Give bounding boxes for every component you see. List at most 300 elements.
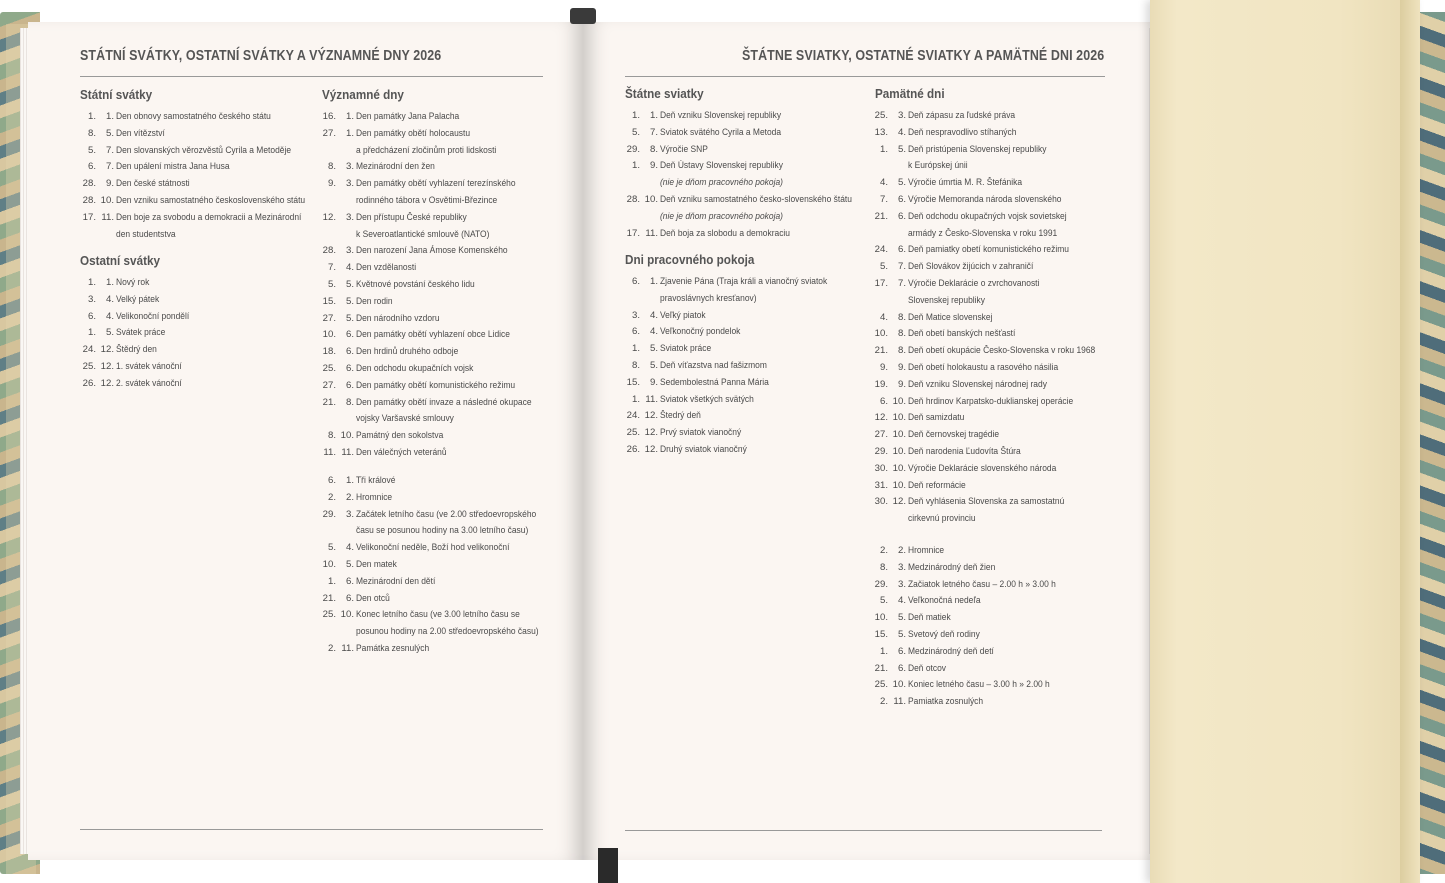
month-number: 5. [897,143,906,155]
list-item [872,125,1112,142]
list-item [320,445,550,462]
list-vyznamne-dny-2 [320,473,550,658]
list-item [872,142,1112,159]
month-number: 8. [897,345,906,357]
day-name: Den památky obětí invaze a následné okupace [356,396,532,408]
list-item [80,143,310,160]
day-name: Den památky obětí holocaustu [356,127,471,139]
month-number: 12. [644,443,658,455]
day-name: Den slovanských věrozvěstů Cyrila a Metoděje [116,144,292,156]
day-name: Mezinárodní den žen [356,161,435,173]
list-item [80,342,310,359]
month-number: 3. [345,508,354,520]
day-number: 17. [82,211,96,223]
day-name: a předcházení zločinům proti lidskosti [356,144,497,156]
list-item [80,109,310,126]
list-item [320,143,550,160]
day-number: 5. [327,542,336,554]
list-item [624,209,864,226]
list-item [872,478,1112,495]
month-number: 12. [100,377,114,389]
day-number: 24. [874,244,888,256]
list-pamatne-dni-2 [872,543,1112,711]
day-name: Medzinárodný deň žien [908,561,996,573]
list-item [624,108,864,125]
month-number: 3. [345,178,354,190]
list-item [624,274,864,291]
day-number: 30. [874,462,888,474]
list-item [624,442,864,459]
day-name: Den upálení mistra Jana Husa [116,161,230,173]
month-number: 5. [105,127,114,139]
list-item [320,344,550,361]
day-number: 1. [631,343,640,355]
month-number: 5. [897,612,906,624]
list-item [320,428,550,445]
day-number: 8. [87,127,96,139]
month-number: 4. [345,542,354,554]
list-item [320,109,550,126]
day-name: Veľký piatok [660,309,706,321]
day-number: 2. [327,642,336,654]
day-number: 5. [327,278,336,290]
day-number: 25. [626,427,640,439]
month-number: 3. [897,561,906,573]
day-number: 7. [879,193,888,205]
month-number: 9. [897,378,906,390]
list-item [320,574,550,591]
right-footer-rule [625,830,1102,831]
list-item [872,410,1112,427]
list-item [320,591,550,608]
day-number: 15. [626,376,640,388]
day-name: Deň víťazstva nad fašizmom [660,359,767,371]
day-name: Den památky Jana Palacha [356,111,460,122]
list-item [872,343,1112,360]
day-number: 26. [82,377,96,389]
list-item [624,408,864,425]
day-name: Pamiatka zosnulých [908,696,984,708]
day-number: 5. [879,261,888,273]
list-item [872,377,1112,394]
month-number: 7. [897,277,906,289]
list-ostatni-svatky [80,275,310,393]
heading-statni-svatky: Státní svátky [80,87,153,102]
day-number: 21. [322,396,336,408]
list-item [872,310,1112,327]
day-name: Deň vzniku Slovenskej republiky [660,110,782,121]
list-item [80,227,310,244]
list-item [624,308,864,325]
day-number: 5. [87,144,96,156]
month-number: 7. [897,261,906,273]
list-item [624,358,864,375]
list-item [80,176,310,193]
day-name: Deň matiek [908,612,951,624]
day-name: Deň vzniku Slovenskej národnej rady [908,378,1047,390]
list-item [872,494,1112,511]
month-number: 5. [897,628,906,640]
day-number: 9. [879,361,888,373]
day-number: 1. [631,393,640,405]
day-name: Medzinárodný deň detí [908,645,994,657]
day-name: Štědrý den [116,344,157,356]
day-name: Den vítězství [116,127,165,139]
month-number: 1. [345,127,354,139]
day-name: Deň reformácie [908,479,966,491]
day-name: Sviatok práce [660,343,712,355]
list-item [320,507,550,524]
day-name: Den válečných veteránů [356,446,447,458]
day-name: Svetový deň rodiny [908,628,980,640]
month-number: 6. [345,362,354,374]
month-number: 12. [100,360,114,372]
day-number: 21. [874,662,888,674]
list-item [320,210,550,227]
list-statne-sviatky [624,108,864,242]
day-name: Deň otcov [908,662,947,674]
day-name: Den vzniku samostatného československého státu [116,194,306,206]
list-item [320,395,550,412]
day-name: Den hrdinů druhého odboje [356,346,459,358]
heading-dni-pracovneho-pokoja: Dni pracovného pokoja [625,252,755,267]
day-name: Den přístupu České republiky [356,211,467,223]
day-name: Slovenskej republiky [908,294,985,306]
day-name: Začátek letního času (ve 2.00 středoevropského [356,508,537,520]
day-number: 5. [879,595,888,607]
month-number: 12. [100,344,114,356]
day-name: cirkevnú provinciu [908,513,976,525]
list-item [872,610,1112,627]
month-number: 6. [345,379,354,391]
day-name: Deň obetí banských nešťastí [908,328,1016,340]
month-number: 10. [892,679,906,691]
month-number: 5. [345,295,354,307]
month-number: 4. [105,293,114,305]
list-item [320,378,550,395]
list-item [872,276,1112,293]
day-number: 6. [879,395,888,407]
day-name: Deň nespravodlivo stíhaných [908,126,1017,138]
day-name: Velikonoční pondělí [116,310,190,322]
day-name: Deň narodenia Ľudovíta Štúra [908,445,1021,457]
day-name: Den boje za svobodu a demokracii a Mezinárodní [116,211,302,223]
day-name: Výročie Deklarácie o zvrchovanosti [908,277,1040,289]
month-number: 6. [345,346,354,358]
day-number: 21. [874,210,888,222]
day-number: 25. [322,362,336,374]
month-number: 4. [649,309,658,321]
day-name: Svátek práce [116,327,166,339]
day-name: posunou hodiny na 2.00 středoevropského času) [356,626,539,638]
month-number: 9. [649,376,658,388]
day-name: Deň Ústavy Slovenskej republiky [660,160,783,172]
bookmark-ribbon-top [570,8,596,24]
month-number: 7. [105,144,114,156]
day-number: 1. [87,327,96,339]
day-number: 27. [874,429,888,441]
day-number: 26. [626,443,640,455]
day-name: Sviatok svätého Cyrila a Metoda [660,126,782,138]
day-number: 30. [874,496,888,508]
list-item [872,293,1112,310]
list-item [872,259,1112,276]
day-number: 28. [322,245,336,257]
day-number: 7. [327,262,336,274]
list-item [872,360,1112,377]
day-name: Tři králové [356,475,396,486]
list-item [80,159,310,176]
month-number: 4. [649,326,658,338]
list-item [872,326,1112,343]
month-number: 6. [345,575,354,587]
right-page-title: ŠTÁTNE SVIATKY, OSTATNÉ SVIATKY A PAMÄTNÉ DNI 2026 [741,48,1104,64]
day-number: 3. [87,293,96,305]
list-item [320,411,550,428]
list-item [80,359,310,376]
month-number: 4. [105,310,114,322]
list-item [320,641,550,658]
day-number: 31. [874,479,888,491]
month-number: 11. [101,211,114,223]
day-name: Veľkonočná nedeľa [908,595,981,607]
list-item [872,577,1112,594]
day-name: vojsky Varšavské smlouvy [356,413,454,425]
day-number: 24. [82,344,96,356]
day-name: Deň pamiatky obetí komunistického režimu [908,244,1069,256]
list-item [320,227,550,244]
month-number: 8. [897,311,906,323]
month-number: 1. [105,277,114,288]
month-number: 10. [892,412,906,424]
day-name: Den narození Jana Ámose Komenského [356,245,508,257]
day-number: 16. [322,111,336,122]
month-number: 1. [649,276,658,287]
list-item [320,193,550,210]
month-number: 11. [645,393,658,405]
day-name: Koniec letného času – 3.00 h » 2.00 h [908,679,1050,691]
list-item [624,142,864,159]
day-number: 17. [626,227,640,239]
month-number: 3. [345,161,354,173]
day-number: 25. [322,609,336,621]
month-number: 10. [892,479,906,491]
list-item [872,209,1112,226]
list-item [320,126,550,143]
list-item [624,392,864,409]
month-number: 10. [892,445,906,457]
day-number: 8. [879,561,888,573]
list-dni-pracovneho-pokoja [624,274,864,459]
day-number: 10. [322,558,336,570]
list-statni-svatky [80,109,310,243]
month-number: 6. [897,244,906,256]
month-number: 3. [897,110,906,121]
month-number: 12. [644,427,658,439]
day-name: Deň obetí okupácie Česko-Slovenska v roku 1968 [908,345,1096,357]
month-number: 10. [892,462,906,474]
month-number: 9. [897,361,906,373]
month-number: 5. [345,278,354,290]
month-number: 5. [649,343,658,355]
list-item [872,192,1112,209]
day-name: Deň pristúpenia Slovenskej republiky [908,143,1047,155]
month-number: 6. [897,210,906,222]
list-item [624,375,864,392]
day-number: 11. [323,446,336,458]
month-number: 11. [341,446,354,458]
list-item [320,473,550,490]
day-name: k Európskej únii [908,160,968,172]
day-number: 3. [631,309,640,321]
list-item [872,593,1112,610]
month-number: 6. [897,193,906,205]
day-name: Deň vyhlásenia Slovenska za samostatnú [908,496,1065,508]
day-number: 28. [626,193,640,205]
day-number: 21. [874,345,888,357]
day-name: Den vzdělanosti [356,262,417,274]
list-item [80,309,310,326]
day-name: armády z Česko-Slovenska v roku 1991 [908,227,1058,239]
day-number: 1. [631,110,640,121]
month-number: 1. [649,110,658,121]
list-item [872,394,1112,411]
day-number: 9. [327,178,336,190]
day-number: 1. [327,575,336,587]
list-item [80,126,310,143]
month-number: 3. [345,245,354,257]
month-number: 6. [897,645,906,657]
day-name: Den památky obětí vyhlazení terezínského [356,178,516,190]
day-name: Den národního vzdoru [356,312,440,324]
day-number: 17. [874,277,888,289]
list-item [872,644,1112,661]
day-number: 24. [626,410,640,422]
month-number: 4. [897,126,906,138]
day-name: (nie je dňom pracovného pokoja) [660,210,783,222]
day-name: 2. svátek vánoční [116,377,182,389]
list-item [320,277,550,294]
day-number: 6. [87,161,96,173]
day-name: Štedrý deň [660,410,701,422]
month-number: 9. [105,178,114,190]
day-number: 12. [874,412,888,424]
day-name: Den odchodu okupačních vojsk [356,362,474,374]
list-item [624,192,864,209]
month-number: 10. [100,194,114,206]
left-title-rule [80,76,543,77]
list-item [872,108,1112,125]
list-item [872,242,1112,259]
day-number: 28. [82,178,96,190]
month-number: 12. [892,496,906,508]
day-name: Výročie SNP [660,143,708,155]
month-number: 5. [105,327,114,339]
month-number: 11. [893,696,906,708]
month-number: 9. [649,160,658,172]
list-item [80,376,310,393]
day-number: 5. [631,126,640,138]
day-name: Deň samizdatu [908,412,965,424]
day-number: 25. [82,360,96,372]
month-number: 10. [892,395,906,407]
day-name: Druhý sviatok vianočný [660,443,747,455]
day-name: Památný den sokolstva [356,430,444,442]
list-item [872,444,1112,461]
day-name: Velikonoční neděle, Boží hod velikonoční [356,542,510,554]
day-number: 6. [631,276,640,287]
month-number: 6. [345,329,354,341]
cover-flap [1150,0,1420,883]
list-item [872,226,1112,243]
day-name: času se posunou hodiny na 3.00 letního času) [356,525,529,537]
left-page-title: STÁTNÍ SVÁTKY, OSTATNÍ SVÁTKY A VÝZNAMNÉ DNY 2026 [80,48,442,64]
day-number: 2. [327,491,336,503]
list-item [80,193,310,210]
day-name: Zjavenie Pána (Traja králi a vianočný sviatok [660,276,828,287]
month-number: 4. [897,595,906,607]
list-vyznamne-dny [320,109,550,462]
day-name: pravoslávnych kresťanov) [660,292,757,304]
day-number: 1. [87,111,96,122]
list-item [320,294,550,311]
month-number: 1. [345,111,354,122]
list-item [80,292,310,309]
heading-statne-sviatky: Štátne sviatky [625,86,704,101]
day-name: Památka zesnulých [356,642,430,654]
day-name: Konec letního času (ve 3.00 letního času se [356,609,520,621]
day-number: 1. [879,645,888,657]
day-name: Hromnice [908,545,945,556]
day-number: 6. [631,326,640,338]
list-item [872,543,1112,560]
day-name: Deň hrdinov Karpatsko-duklianskej operácie [908,395,1074,407]
list-item [872,661,1112,678]
list-item [320,243,550,260]
list-item [320,557,550,574]
day-number: 27. [322,379,336,391]
month-number: 3. [897,578,906,590]
list-item [320,176,550,193]
list-item [624,425,864,442]
month-number: 5. [897,177,906,189]
day-number: 6. [87,310,96,322]
day-name: Deň odchodu okupačných vojsk sovietskej [908,210,1067,222]
day-name: Sedembolestná Panna Mária [660,376,769,388]
day-name: Den české státnosti [116,178,190,190]
month-number: 8. [897,328,906,340]
list-item [624,324,864,341]
list-item [872,461,1112,478]
day-name: Sviatok všetkých svätých [660,393,754,405]
day-number: 15. [322,295,336,307]
day-number: 12. [322,211,336,223]
list-pamatne-dni [872,108,1112,528]
list-item [80,210,310,227]
day-number: 29. [874,578,888,590]
list-item [872,694,1112,711]
day-name: Den rodin [356,295,393,307]
day-name: Den památky obětí vyhlazení obce Lidice [356,329,510,341]
day-name: Začiatok letného času – 2.00 h » 3.00 h [908,578,1056,590]
list-item [320,159,550,176]
day-number: 8. [327,430,336,442]
day-number: 21. [322,592,336,604]
bookmark-ribbon [598,848,618,883]
left-footer-rule [80,829,543,830]
list-item [624,158,864,175]
list-item [872,627,1112,644]
